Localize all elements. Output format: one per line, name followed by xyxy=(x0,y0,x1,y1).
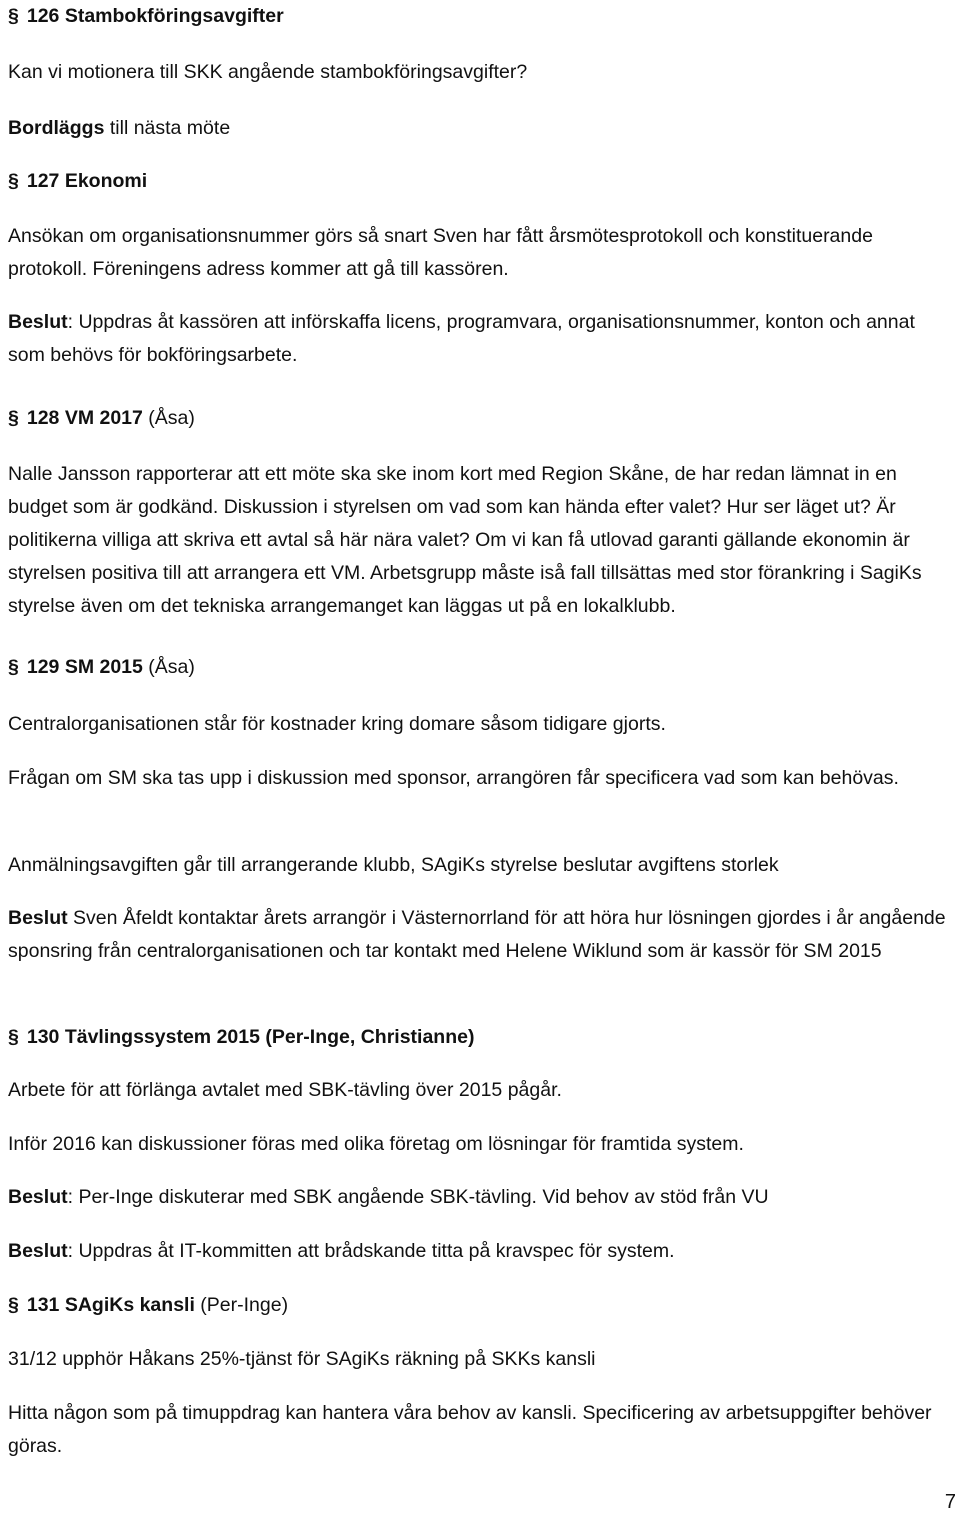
decision-text: : Uppdras åt kassören att införskaffa licens, programvara, organisationsnummer, konton och annat som behövs för bokföringsarbete. xyxy=(8,311,915,366)
paragraph-127-decision xyxy=(8,306,953,372)
decision-label: Beslut xyxy=(8,1186,68,1208)
paragraph-127-application: Ansökan om organisationsnummer görs så snart Sven har fått årsmötesprotokoll och konstituerande protokoll. Föreningens adress kommer att gå till kassören. xyxy=(8,225,873,280)
section-heading-126 xyxy=(8,0,953,33)
section-heading-128 xyxy=(8,402,953,435)
section-title: SM 2015 xyxy=(64,656,143,678)
section-title: Tävlingssystem 2015 (Per-Inge, Christianne) xyxy=(64,1026,475,1048)
section-symbol: § xyxy=(8,1294,19,1316)
section-heading-130 xyxy=(8,1021,953,1054)
section-number: 126 xyxy=(26,5,60,27)
section-title: Ekonomi xyxy=(64,170,148,192)
paragraph-130-decision-2 xyxy=(8,1235,953,1268)
section-title: VM 2017 xyxy=(64,407,143,429)
paragraph-129-fee: Anmälningsavgiften går till arrangerande klubb, SAgiKs styrelse beslutar avgiftens storlek xyxy=(8,854,779,876)
section-heading-127 xyxy=(8,165,953,198)
decision-label: Beslut xyxy=(8,1240,68,1262)
paragraph-130-future: Inför 2016 kan diskussioner föras med olika företag om lösningar för framtida system. xyxy=(8,1133,744,1155)
section-responsible: (Per-Inge) xyxy=(194,1294,289,1316)
section-number: 131 xyxy=(26,1294,60,1316)
section-number: 129 xyxy=(26,656,60,678)
paragraph-126-decision xyxy=(8,112,953,145)
section-heading-131 xyxy=(8,1289,953,1322)
section-responsible: (Åsa) xyxy=(142,407,195,429)
paragraph-131-office: Hitta någon som på timuppdrag kan hantera våra behov av kansli. Specificering av arbetsuppgifter behöver göras. xyxy=(8,1402,932,1457)
decision-text: till nästa möte xyxy=(104,117,231,139)
decision-label: Beslut xyxy=(8,311,68,333)
paragraph-128-report: Nalle Jansson rapporterar att ett möte ska ske inom kort med Region Skåne, de har redan lämnat in en budget som är godkänd. Diskussion i styrelsen om vad som kan hända efter valet? Hur ser läget ut? Är politikerna villiga att skriva ett avtal så här nära valet? Om vi kan få utlovad garanti gällande ekonomin är styrelsen positiva till att arrangera ett VM. Arbetsgrupp måste iså fall tillsättas med stor förankring i SagiKs styrelse även om det tekniska arrangemanget kan läggas ut på en lokalklubb. xyxy=(8,463,922,617)
page-number: 7 xyxy=(944,1491,956,1513)
section-number: 130 xyxy=(26,1026,60,1048)
paragraph-130-decision-1 xyxy=(8,1181,953,1214)
decision-label: Beslut xyxy=(8,907,68,929)
decision-text: : Uppdras åt IT-kommitten att brådskande titta på kravspec för system. xyxy=(67,1240,675,1262)
section-title: Stambokföringsavgifter xyxy=(64,5,284,27)
section-symbol: § xyxy=(8,407,19,429)
section-symbol: § xyxy=(8,170,19,192)
paragraph-129-sponsor: Frågan om SM ska tas upp i diskussion med sponsor, arrangören får specificera vad som kan behövas. xyxy=(8,767,899,789)
section-number: 128 xyxy=(26,407,60,429)
section-symbol: § xyxy=(8,5,19,27)
section-responsible: (Åsa) xyxy=(142,656,195,678)
paragraph-130-agreement: Arbete för att förlänga avtalet med SBK-tävling över 2015 pågår. xyxy=(8,1079,562,1101)
paragraph-131-employment: 31/12 upphör Håkans 25%-tjänst för SAgiKs räkning på SKKs kansli xyxy=(8,1348,596,1370)
paragraph-129-decision xyxy=(8,902,953,968)
section-heading-129 xyxy=(8,651,953,684)
section-title: SAgiKs kansli xyxy=(64,1294,195,1316)
decision-label: Bordläggs xyxy=(8,117,105,139)
paragraph-126-question: Kan vi motionera till SKK angående stambokföringsavgifter? xyxy=(8,61,528,83)
decision-text: : Per-Inge diskuterar med SBK angående SBK-tävling. Vid behov av stöd från VU xyxy=(67,1186,769,1208)
section-number: 127 xyxy=(26,170,60,192)
section-symbol: § xyxy=(8,656,19,678)
section-symbol: § xyxy=(8,1026,19,1048)
paragraph-129-costs: Centralorganisationen står för kostnader kring domare såsom tidigare gjorts. xyxy=(8,713,666,735)
decision-text: Sven Åfeldt kontaktar årets arrangör i Västernorrland för att höra hur lösningen gjordes i år angående sponsring från centralorganisationen och tar kontakt med Helene Wiklund som är kassör för SM 2015 xyxy=(8,907,946,962)
